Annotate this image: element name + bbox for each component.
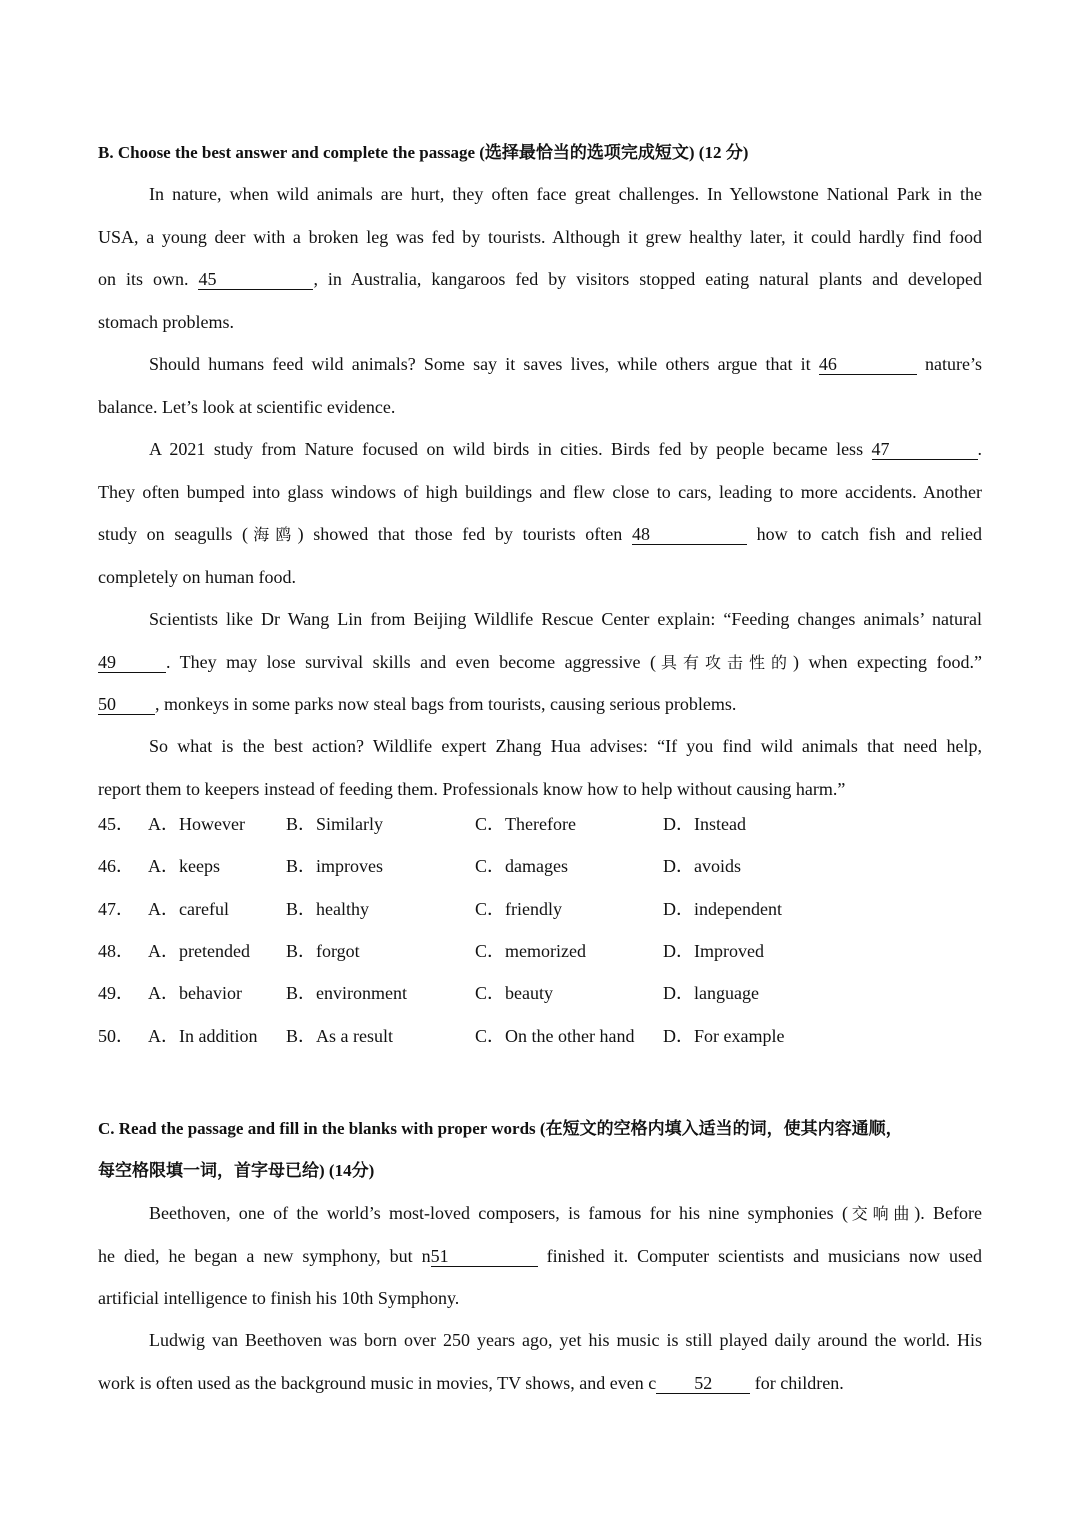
question-row [98,810,982,852]
chinese-gloss: 交响曲 [847,1204,915,1223]
question-number: 46． [98,856,134,877]
option-a[interactable]: A．However [148,814,245,834]
question-number: 50． [98,1025,134,1046]
blank-49[interactable]: 49 [98,652,166,673]
text-run: . They may lose survival skills and even become aggressive ( [166,651,657,672]
text-line [98,513,982,556]
option-a[interactable]: A．keeps [148,856,220,877]
text-line: USA, a young deer with a broken leg was fed by tourists. Although it grew healthy later, it could hardly find food [98,226,982,247]
text-run: for children. [754,1372,844,1393]
text-run: , in Australia, kangaroos fed by visitors stopped eating natural plants and developed [313,269,982,289]
question-row [98,979,982,1021]
option-d[interactable]: D．independent [663,898,782,919]
option-b[interactable]: B．Similarly [286,814,384,834]
text-run: Should humans feed wild animals? Some say it saves lives, while others argue that it [149,354,811,374]
text-run: ). Before [914,1203,982,1223]
blank-45[interactable]: 45 [198,269,313,290]
option-b[interactable]: B．forgot [286,940,360,961]
option-a[interactable]: A．pretended [148,940,250,961]
text-line [98,1235,982,1278]
text-line: Ludwig van Beethoven was born over 250 years ago, yet his music is still played daily around the world. His [149,1330,982,1350]
section-b-paragraph-4 [98,598,982,726]
text-line [98,258,982,301]
chinese-gloss: 具有攻击性的 [656,652,794,672]
option-c[interactable]: C．friendly [475,898,562,919]
text-line [98,428,982,471]
blank-47[interactable]: 47 [872,439,978,460]
question-number: 48． [98,940,134,961]
option-b[interactable]: B．environment [286,983,407,1004]
text-run: ) showed that those fed by tourists often [297,524,623,544]
section-b-paragraph-2 [98,343,982,428]
text-line: Scientists like Dr Wang Lin from Beijing Wildlife Rescue Center explain: “Feeding changes animals’ natural [149,609,982,629]
question-number: 45． [98,814,134,834]
section-b-paragraph-3 [98,428,982,598]
option-d[interactable]: D．Instead [663,814,746,834]
option-a[interactable]: A．In addition [148,1025,258,1046]
section-c-title-line-1: C. Read the passage and fill in the blanks with proper words (在短文的空格内填入适当的词，使其内容通顺， [98,1119,903,1138]
text-line: stomach problems. [98,311,234,332]
section-c-title-line-2: 每空格限填一词，首字母已给) (14分) [98,1161,375,1180]
text-run: study on seagulls ( [98,524,249,544]
section-b-paragraph-1 [98,173,982,343]
section-c-paragraph-2 [98,1319,982,1404]
blank-46[interactable]: 46 [819,354,917,375]
text-line [98,1362,982,1405]
text-run: A 2021 study from Nature focused on wild birds in cities. Birds fed by people became less [149,439,864,459]
text-line: balance. Let’s look at scientific evidence. [98,396,396,417]
option-d[interactable]: D．For example [663,1025,785,1046]
blank-48[interactable]: 48 [632,524,747,545]
text-line: report them to keepers instead of feeding them. Professionals know how to help without causing harm.” [98,778,846,799]
option-b[interactable]: B．improves [286,856,383,877]
option-b[interactable]: B．As a result [286,1025,393,1046]
option-a[interactable]: A．behavior [148,983,242,1004]
option-d[interactable]: D．language [663,983,759,1004]
option-c[interactable]: C．Therefore [475,814,576,834]
text-run: , monkeys in some parks now steal bags from tourists, causing serious problems. [155,694,737,714]
text-run: ) when expecting food.” [793,651,982,672]
option-d[interactable]: D．Improved [663,940,764,961]
text-run: nature’s [925,354,982,374]
text-run: . [977,439,982,459]
text-line [98,1192,982,1235]
option-c[interactable]: C．damages [475,856,568,877]
section-c-paragraph-1 [98,1192,982,1320]
text-run: finished it. Computer scientists and musicians now used [546,1245,982,1266]
section-b-title: B. Choose the best answer and complete the passage (选择最恰当的选项完成短文) (12 分) [98,143,749,162]
option-c[interactable]: C．On the other hand [475,1025,635,1046]
section-b-paragraph-5 [98,725,982,810]
blank-51[interactable]: 51 [431,1246,538,1267]
question-row [98,1022,982,1064]
question-row [98,895,982,937]
question-number: 49． [98,983,134,1004]
option-c[interactable]: C．beauty [475,983,553,1004]
question-row [98,852,982,894]
blank-50[interactable]: 50 [98,694,155,715]
text-run: how to catch fish and relied [756,524,982,544]
text-line: artificial intelligence to finish his 10th Symphony. [98,1288,460,1308]
text-line: They often bumped into glass windows of high buildings and flew close to cars, leading to more accidents. Another [98,481,982,502]
option-b[interactable]: B．healthy [286,898,369,919]
option-c[interactable]: C．memorized [475,940,586,961]
question-number: 47． [98,898,134,919]
chinese-gloss: 海鸥 [248,525,298,544]
blank-52[interactable]: 52 [656,1373,750,1394]
text-line: So what is the best action? Wildlife expert Zhang Hua advises: “If you find wild animals that need help, [149,736,982,756]
question-row [98,937,982,979]
text-run: work is often used as the background music in movies, TV shows, and even c [98,1372,657,1393]
text-run: Beethoven, one of the world’s most-loved composers, is famous for his nine symphonies ( [149,1203,848,1223]
text-line: completely on human food. [98,566,296,587]
text-line [98,641,982,684]
option-a[interactable]: A．careful [148,898,229,919]
text-line: In nature, when wild animals are hurt, they often face great challenges. In Yellowstone National Park in the [149,184,982,204]
text-line [98,343,982,386]
option-d[interactable]: D．avoids [663,856,741,877]
text-run: on its own. [98,269,189,289]
text-line [98,683,982,726]
text-run: he died, he began a new symphony, but n [98,1245,431,1266]
